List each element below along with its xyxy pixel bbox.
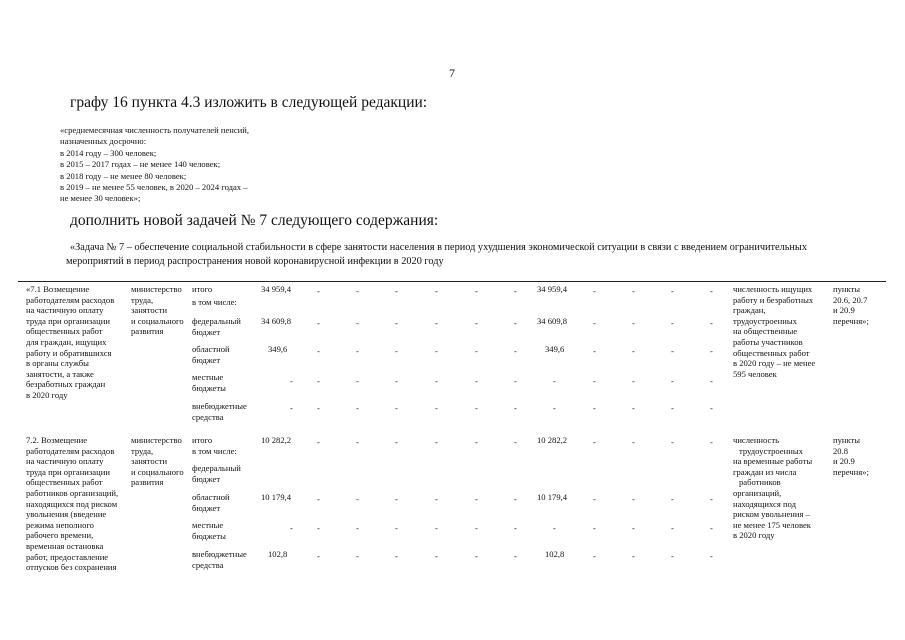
row2-2020-itogo: 10 282,2 [537, 435, 568, 445]
row2-src-mest: местные бюджеты [192, 520, 226, 541]
row2-points: пункты 20.8 и 20.9 перечня»; [833, 435, 869, 477]
task-paragraph: «Задача № 7 – обеспечение социальной стабильности в сфере занятости населения в период ухудшения экономической ситуации в связи с введением ограничительных мероприятий в период распространения новой коронавирусной инфекции в 2020 году [66, 242, 807, 267]
row1-src-itogo: итого [192, 284, 213, 294]
dash-cell: - [395, 551, 398, 561]
dash-cell: - [593, 318, 596, 328]
row2-indicator: численность трудоустроенных на временные работы граждан из числа работников организаций, находящихся под риском увольнения – не менее 175 человек в 2020 году [733, 435, 813, 541]
dash-cell: - [290, 376, 293, 386]
dash-cell: - [710, 494, 713, 504]
dash-cell: - [356, 403, 359, 413]
dash-cell: - [356, 346, 359, 356]
dash-cell: - [435, 376, 438, 386]
dash-cell: - [317, 318, 320, 328]
dash-cell: - [671, 494, 674, 504]
dash-cell: - [435, 437, 438, 447]
quote-line: «среднемесячная численность получателей пенсий, [60, 125, 250, 135]
dash-cell: - [475, 403, 478, 413]
dash-cell: - [435, 403, 438, 413]
dash-cell: - [632, 376, 635, 386]
quote-line: в 2019 – не менее 55 человек, в 2020 – 2024 годах – [60, 182, 248, 193]
dash-cell: - [593, 403, 596, 413]
dash-cell: - [475, 437, 478, 447]
dash-cell: - [356, 551, 359, 561]
row2-executor: министерство труда, занятости и социального развития [131, 435, 184, 488]
dash-cell: - [710, 403, 713, 413]
row2-total-vne: 102,8 [268, 549, 288, 559]
dash-cell: - [317, 286, 320, 296]
dash-cell: - [356, 286, 359, 296]
row2-src-vne: внебюджетные средства [192, 549, 247, 570]
row2-2020-obl: 10 179,4 [537, 492, 568, 502]
dash-cell: - [356, 318, 359, 328]
dash-cell: - [593, 523, 596, 533]
dash-cell: - [632, 437, 635, 447]
dash-cell: - [435, 286, 438, 296]
dash-cell: - [632, 286, 635, 296]
dash-cell: - [395, 376, 398, 386]
dash-cell: - [632, 551, 635, 561]
row1-src-vtom: в том числе: [192, 297, 237, 307]
dash-cell: - [514, 286, 517, 296]
dash-cell: - [593, 376, 596, 386]
dash-cell: - [317, 346, 320, 356]
dash-cell: - [395, 346, 398, 356]
row1-total-itogo: 34 959,4 [261, 284, 292, 294]
dash-cell: - [671, 286, 674, 296]
dash-cell: - [435, 523, 438, 533]
quote-line: не менее 30 человек»; [60, 193, 141, 204]
dash-cell: - [290, 403, 293, 413]
row2-2020-vne: 102,8 [545, 549, 565, 559]
dash-cell: - [514, 346, 517, 356]
dash-cell: - [395, 437, 398, 447]
dash-cell: - [317, 523, 320, 533]
dash-cell: - [514, 403, 517, 413]
dash-cell: - [514, 376, 517, 386]
row1-src-vne: внебюджетные средства [192, 401, 247, 422]
dash-cell: - [710, 437, 713, 447]
dash-cell: - [710, 318, 713, 328]
dash-cell: - [593, 286, 596, 296]
dash-cell: - [356, 376, 359, 386]
dash-cell: - [671, 403, 674, 413]
dash-cell: - [710, 346, 713, 356]
dash-cell: - [475, 494, 478, 504]
dash-cell: - [632, 403, 635, 413]
dash-cell: - [671, 523, 674, 533]
dash-cell: - [593, 494, 596, 504]
dash-cell: - [671, 437, 674, 447]
dash-cell: - [475, 318, 478, 328]
dash-cell: - [395, 318, 398, 328]
dash-cell: - [710, 523, 713, 533]
dash-cell: - [593, 437, 596, 447]
row1-indicator: численность ищущих работу и безработных граждан, трудоустроенных на общественные работы участников общественных работ в 2020 году – не менее 595 человек [733, 284, 816, 379]
dash-cell: - [514, 318, 517, 328]
dash-cell: - [514, 437, 517, 447]
row2-src-fed: федеральный бюджет [192, 463, 241, 484]
dash-cell: - [356, 523, 359, 533]
row2-name: 7.2. Возмещение работодателям расходов на частичную оплату труда при организации общественных работ работников организаций, находящихся под риском увольнения (введение режима неполного рабочего времени, временная остановка работ, предоставление отпусков без сохранения [26, 435, 119, 573]
dash-cell: - [632, 318, 635, 328]
dash-cell: - [671, 376, 674, 386]
row1-2020-obl: 349,6 [545, 344, 565, 354]
dash-cell: - [671, 318, 674, 328]
dash-cell: - [632, 346, 635, 356]
dash-cell: - [290, 523, 293, 533]
dash-cell: - [514, 523, 517, 533]
dash-cell: - [475, 523, 478, 533]
dash-cell: - [435, 318, 438, 328]
dash-cell: - [553, 523, 556, 533]
dash-cell: - [356, 437, 359, 447]
row1-total-fed: 34 609,8 [261, 316, 292, 326]
dash-cell: - [671, 551, 674, 561]
dash-cell: - [435, 494, 438, 504]
dash-cell: - [593, 551, 596, 561]
page-number: 7 [449, 66, 455, 80]
row2-src-itogo: итого [192, 435, 213, 445]
quote-line: в 2018 году – не менее 80 человек; [60, 170, 187, 181]
row1-src-mest: местные бюджеты [192, 372, 226, 393]
dash-cell: - [710, 551, 713, 561]
row1-points: пункты 20.6, 20.7 и 20.9 перечня»; [833, 284, 869, 326]
row1-src-fed: федеральный бюджет [192, 316, 241, 337]
dash-cell: - [475, 376, 478, 386]
dash-cell: - [475, 286, 478, 296]
quote-line: назначенных досрочно: [60, 136, 147, 147]
dash-cell: - [435, 551, 438, 561]
dash-cell: - [395, 523, 398, 533]
dash-cell: - [395, 494, 398, 504]
dash-cell: - [671, 346, 674, 356]
dash-cell: - [710, 376, 713, 386]
dash-cell: - [475, 551, 478, 561]
dash-cell: - [435, 346, 438, 356]
dash-cell: - [317, 376, 320, 386]
row1-executor: министерство труда, занятости и социального развития [131, 284, 184, 337]
quote-line: в 2015 – 2017 годах – не менее 140 человек; [60, 159, 221, 170]
dash-cell: - [553, 403, 556, 413]
row1-src-obl: областной бюджет [192, 344, 230, 365]
dash-cell: - [514, 494, 517, 504]
dash-cell: - [317, 494, 320, 504]
row2-total-obl: 10 179,4 [261, 492, 292, 502]
dash-cell: - [553, 376, 556, 386]
dash-cell: - [632, 523, 635, 533]
quote-block [60, 125, 249, 205]
dash-cell: - [710, 286, 713, 296]
dash-cell: - [395, 286, 398, 296]
heading-add-task: дополнить новой задачей № 7 следующего содержания: [70, 212, 439, 229]
dash-cell: - [317, 403, 320, 413]
row2-src-vtom: в том числе: [192, 446, 237, 456]
row1-name: «7.1 Возмещение работодателям расходов на частичную оплату труда при организации общественных работ для граждан, ищущих работу и обратившихся в органы службы занятости, а также безработных граждан в 2020 году [26, 284, 115, 400]
dash-cell: - [356, 494, 359, 504]
dash-cell: - [395, 403, 398, 413]
row2-src-obl: областной бюджет [192, 492, 230, 513]
row2-total-itogo: 10 282,2 [261, 435, 292, 445]
row1-2020-itogo: 34 959,4 [537, 284, 568, 294]
heading-graph16: графу 16 пункта 4.3 изложить в следующей редакции: [70, 94, 428, 111]
row1-2020-fed: 34 609,8 [537, 316, 568, 326]
dash-cell: - [475, 346, 478, 356]
dash-cell: - [632, 494, 635, 504]
dash-cell: - [593, 346, 596, 356]
quote-line: в 2014 году – 300 человек; [60, 147, 157, 158]
dash-cell: - [514, 551, 517, 561]
dash-cell: - [317, 437, 320, 447]
dash-cell: - [317, 551, 320, 561]
table-top-rule [18, 281, 886, 282]
row1-total-obl: 349,6 [268, 344, 288, 354]
